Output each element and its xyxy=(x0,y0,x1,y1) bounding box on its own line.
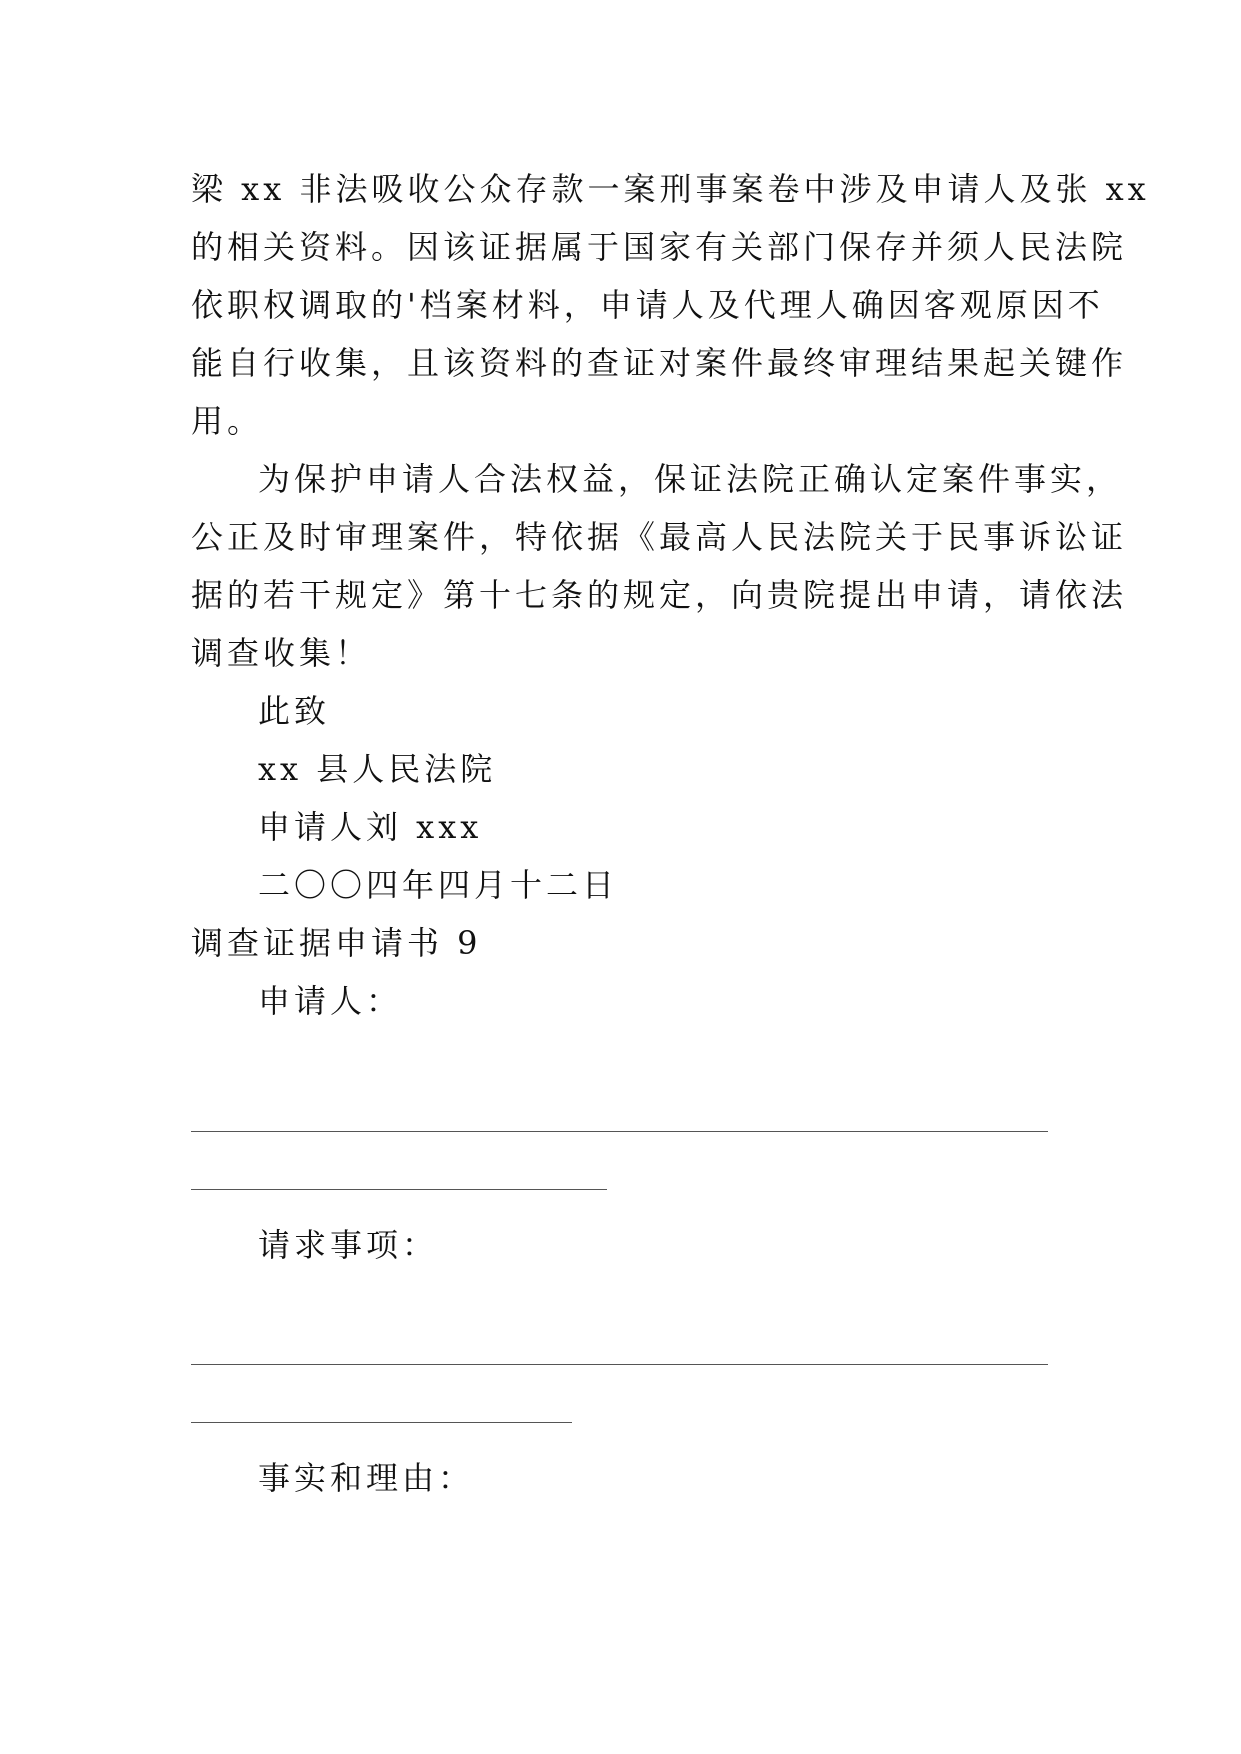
court-name: xx 县人民法院 xyxy=(258,750,497,788)
facts-section xyxy=(191,1449,1061,1507)
paragraph-line: 依职权调取的'档案材料，申请人及代理人确因客观原因不 xyxy=(191,286,1104,324)
request-section xyxy=(191,1216,1061,1274)
document-date: 二〇〇四年四月十二日 xyxy=(258,866,619,904)
form-title: 调查证据申请书 9 xyxy=(191,924,482,962)
paragraph-line: 为保护申请人合法权益，保证法院正确认定案件事实， xyxy=(258,460,1123,498)
facts-label: 事实和理由： xyxy=(258,1459,475,1497)
paragraph-line: 的相关资料。因该证据属于国家有关部门保存并须人民法院 xyxy=(191,228,1128,266)
applicant-label: 申请人： xyxy=(258,982,403,1020)
paragraph-line: 调查收集！ xyxy=(191,634,372,672)
request-blank-line xyxy=(191,1364,1048,1365)
applicant-blank-line xyxy=(191,1189,607,1190)
paragraph-line: 据的若干规定》第十七条的规定，向贵院提出申请，请依法 xyxy=(191,576,1128,614)
paragraph-line: 用。 xyxy=(191,402,264,440)
applicant-blank-line xyxy=(191,1131,1048,1132)
paragraph-line: 梁 xx 非法吸收公众存款一案刑事案卷中涉及申请人及张 xx xyxy=(191,170,1150,208)
document-body xyxy=(191,160,1150,1030)
paragraph-line: 公正及时审理案件，特依据《最高人民法院关于民事诉讼证 xyxy=(191,518,1128,556)
salutation: 此致 xyxy=(258,692,331,730)
applicant-signature: 申请人刘 xxx xyxy=(258,808,483,846)
request-label: 请求事项： xyxy=(258,1226,439,1264)
request-blank-line xyxy=(191,1422,572,1423)
paragraph-line: 能自行收集，且该资料的查证对案件最终审理结果起关键作 xyxy=(191,344,1128,382)
